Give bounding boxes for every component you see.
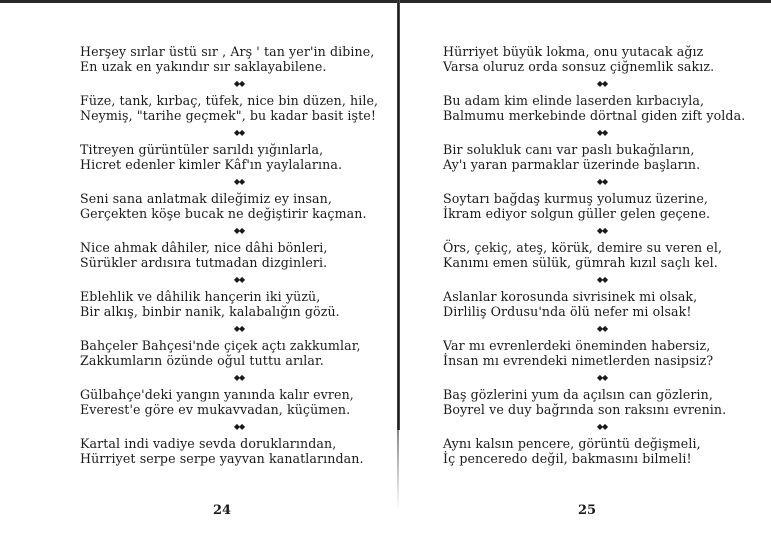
stanza-ornament: ◆◆ [233,177,245,186]
stanza [443,387,753,417]
stanza [80,338,380,368]
stanza [80,387,380,417]
stanza-ornament: ◆◆ [233,275,245,284]
verse-line: Bahçeler Bahçesi'nde çiçek açtı zakkumlar, [80,338,361,353]
verse-line: Hürriyet serpe serpe yayvan kanatlarından. [80,451,364,466]
stanza [80,289,380,319]
stanza [443,436,753,466]
stanza [80,240,380,270]
verse-line: İnsan mı evrendeki nimetlerden nasipsiz? [443,353,714,368]
stanza [443,289,753,319]
stanza [80,93,380,123]
stanza [443,240,753,270]
stanza-ornament: ◆◆ [233,373,245,382]
right-page [443,44,753,466]
left-page-number: 24 [213,503,232,518]
stanza-ornament: ◆◆ [233,226,245,235]
verse-line: Kartal indi vadiye sevda doruklarından, [80,436,337,451]
stanza [80,44,380,74]
verse-line: Aslanlar korosunda sivrisinek mi olsak, [443,289,698,304]
stanza [443,338,753,368]
verse-line: Gülbahçe'deki yangın yanında kalır evren, [80,387,354,402]
stanza-ornament: ◆◆ [596,275,608,284]
stanza [80,142,380,172]
verse-line: Ay'ı yaran parmaklar üzerinde başların. [443,157,701,172]
verse-line: Hürriyet büyük lokma, onu yutacak ağız [443,44,704,59]
verse-line: Zakkumların özünde oğul tuttu arılar. [80,353,324,368]
verse-line: Eblehlik ve dâhilik hançerin iki yüzü, [80,289,321,304]
stanza [443,191,753,221]
verse-line: Herşey sırlar üstü sır , Arş ' tan yer'in dibine, [80,44,375,59]
stanza [80,436,380,466]
verse-line: Seni sana anlatmak dileğimiz ey insan, [80,191,332,206]
stanza-ornament: ◆◆ [596,177,608,186]
verse-line: Dirliliş Ordusu'nda ölü nefer mi olsak! [443,304,692,319]
verse-line: Bir solukluk canı var paslı bukağıların, [443,142,695,157]
verse-line: Örs, çekiç, ateş, körük, demire su veren el, [443,240,723,255]
book-gutter [397,0,400,430]
verse-line: Kanımı emen sülük, gümrah kızıl saçlı kel. [443,255,718,270]
stanza-ornament: ◆◆ [233,422,245,431]
left-page [80,44,380,466]
verse-line: Balmumu merkebinde dörtnal giden zift yolda. [443,108,746,123]
verse-line: Nice ahmak dâhiler, nice dâhi bönleri, [80,240,328,255]
verse-line: Bu adam kim elinde laserden kırbacıyla, [443,93,705,108]
stanza [443,93,753,123]
stanza [80,191,380,221]
verse-line: Everest'e göre ev mukavvadan, küçümen. [80,402,351,417]
stanza-ornament: ◆◆ [233,128,245,137]
verse-line: Var mı evrenlerdeki öneminden habersiz, [443,338,711,353]
stanza-ornament: ◆◆ [596,79,608,88]
verse-line: Soytarı bağdaş kurmuş yolumuz üzerine, [443,191,709,206]
top-page-edge [0,0,771,3]
stanza [443,142,753,172]
verse-line: Füze, tank, kırbaç, tüfek, nice bin düzen, hile, [80,93,379,108]
verse-line: Bir alkış, binbir nanik, kalabalığın gözü. [80,304,340,319]
stanza-ornament: ◆◆ [596,324,608,333]
verse-line: Baş gözlerini yum da açılsın can gözlerin, [443,387,713,402]
verse-line: En uzak en yakındır sır saklayabilene. [80,59,327,74]
verse-line: Hicret edenler kimler Kâf'ın yaylalarına. [80,157,343,172]
verse-line: Neymiş, "tarihe geçmek", bu kadar basit işte! [80,108,376,123]
verse-line: Aynı kalsın pencere, görüntü değişmeli, [443,436,701,451]
verse-line: Sürükler ardısıra tutmadan dizginleri. [80,255,328,270]
stanza-ornament: ◆◆ [596,128,608,137]
right-page-number: 25 [578,503,597,518]
stanza-ornament: ◆◆ [596,226,608,235]
verse-line: Titreyen gürüntüler sarıldı yığınlarla, [80,142,324,157]
stanza-ornament: ◆◆ [596,373,608,382]
verse-line: İkram ediyor solgun güller gelen geçene. [443,206,711,221]
verse-line: Gerçekten köşe bucak ne değiştirir kaçman. [80,206,367,221]
stanza [443,44,753,74]
verse-line: İç penceredo değil, bakmasını bilmeli! [443,451,692,466]
stanza-ornament: ◆◆ [233,324,245,333]
stanza-ornament: ◆◆ [233,79,245,88]
book-gutter-shadow [397,430,399,510]
verse-line: Varsa oluruz orda sonsuz çiğnemlik sakız. [443,59,715,74]
stanza-ornament: ◆◆ [596,422,608,431]
verse-line: Boyrel ve duy bağrında son raksını evrenin. [443,402,727,417]
